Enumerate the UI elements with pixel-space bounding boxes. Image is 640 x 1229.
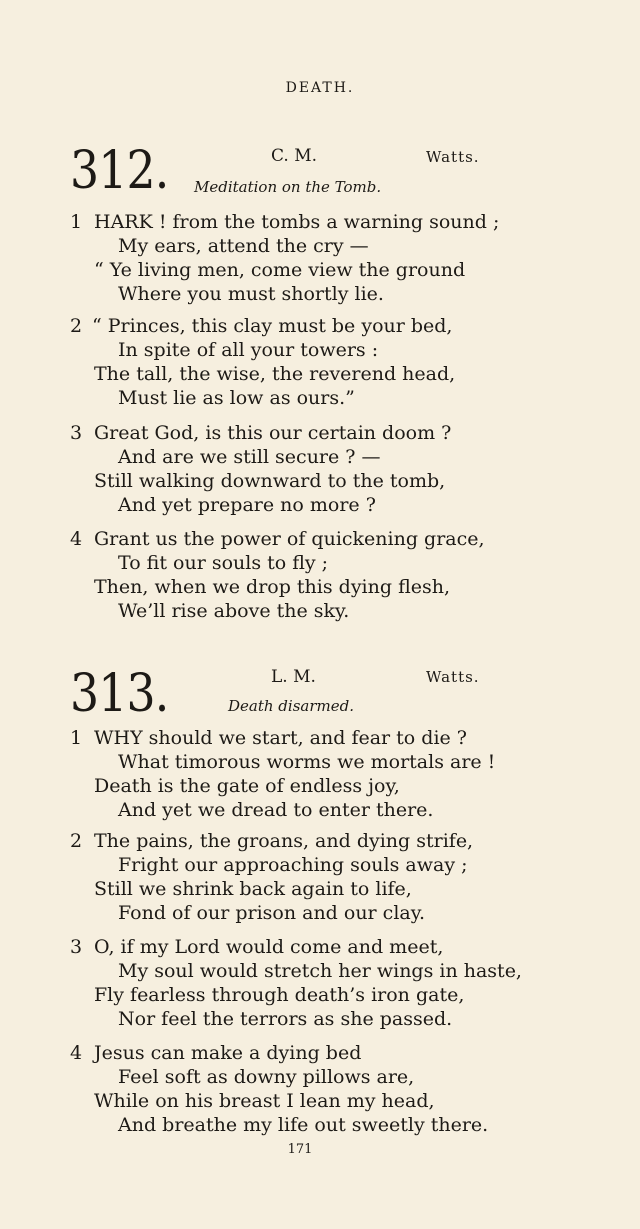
verse-line: Still walking downward to the tomb, — [94, 470, 446, 492]
verse-line: In spite of all your towers : — [118, 339, 379, 361]
verse-line: Feel soft as downy pillows are, — [118, 1066, 415, 1088]
stanza-number: 2 — [70, 315, 83, 337]
stanza-number: 3 — [70, 936, 83, 958]
verse-line: Then, when we drop this dying flesh, — [94, 576, 451, 598]
page-number: 171 — [287, 1142, 313, 1157]
verse-line: And breathe my life out sweetly there. — [118, 1114, 489, 1136]
verse-line: Fond of our prison and our clay. — [118, 902, 425, 924]
stanza-number: 4 — [70, 1042, 83, 1064]
verse-line: Where you must shortly lie. — [118, 283, 384, 305]
verse-line: “ Ye living men, come view the ground — [94, 259, 466, 281]
hymn-subtitle: Death disarmed. — [228, 697, 354, 715]
verse-line: WHY should we start, and fear to die ? — [94, 727, 467, 749]
verse-line: We’ll rise above the sky. — [118, 600, 350, 622]
verse-line: The tall, the wise, the reverend head, — [94, 363, 456, 385]
verse-line: What timorous worms we mortals are ! — [118, 751, 496, 773]
verse-line: The pains, the groans, and dying strife, — [94, 830, 474, 852]
verse-line: And are we still secure ? — — [118, 446, 381, 468]
hymn-meter: L. M. — [271, 667, 316, 687]
verse-line: HARK ! from the tombs a warning sound ; — [94, 211, 500, 233]
verse-line: Death is the gate of endless joy, — [94, 775, 400, 797]
running-head: DEATH. — [285, 80, 355, 96]
stanza-number: 3 — [70, 422, 83, 444]
verse-line: Grant us the power of quickening grace, — [94, 528, 485, 550]
verse-line: While on his breast I lean my head, — [94, 1090, 435, 1112]
hymn-author: Watts. — [426, 668, 480, 686]
stanza-number: 1 — [70, 211, 83, 233]
hymn-number: 313. — [70, 664, 169, 724]
verse-line: And yet we dread to enter there. — [118, 799, 434, 821]
verse-line: My soul would stretch her wings in haste, — [118, 960, 522, 982]
verse-line: Still we shrink back again to life, — [94, 878, 412, 900]
hymn-subtitle: Meditation on the Tomb. — [194, 178, 382, 196]
stanza-number: 2 — [70, 830, 83, 852]
verse-line: O, if my Lord would come and meet, — [94, 936, 444, 958]
stanza-number: 1 — [70, 727, 83, 749]
verse-line: Must lie as low as ours.” — [118, 387, 355, 409]
hymn-meter: C. M. — [271, 146, 318, 166]
verse-line: My ears, attend the cry — — [118, 235, 369, 257]
verse-line: Great God, is this our certain doom ? — [94, 422, 452, 444]
verse-line: Jesus can make a dying bed — [94, 1042, 362, 1064]
verse-line: “ Princes, this clay must be your bed, — [92, 315, 453, 337]
hymn-author: Watts. — [426, 148, 480, 166]
verse-line: Fright our approaching souls away ; — [118, 854, 468, 876]
stanza-number: 4 — [70, 528, 83, 550]
verse-line: And yet prepare no more ? — [118, 494, 376, 516]
verse-line: To fit our souls to fly ; — [118, 552, 329, 574]
verse-line: Nor feel the terrors as she passed. — [118, 1008, 453, 1030]
hymn-number: 312. — [70, 141, 169, 201]
verse-line: Fly fearless through death’s iron gate, — [94, 984, 465, 1006]
